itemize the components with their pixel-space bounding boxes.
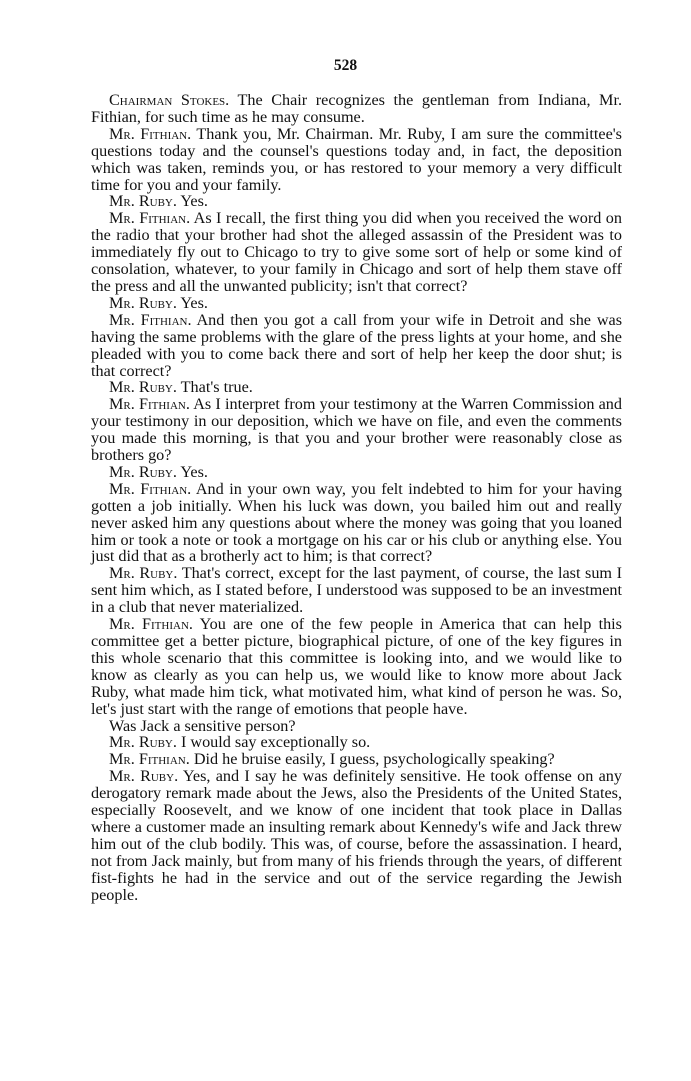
paragraph <box>91 565 622 616</box>
page-number: 528 <box>333 57 358 74</box>
speaker-name: Mr. Ruby. <box>109 192 177 211</box>
speaker-name: Mr. Ruby. <box>109 462 177 481</box>
paragraph-text: Yes. <box>176 192 208 211</box>
paragraph <box>91 295 622 312</box>
paragraph <box>91 193 622 210</box>
paragraph-text: Thank you, Mr. Chairman. Mr. Ruby, I am sure the committee's questions today and the counsel's questions today and, in fact, the deposition which was taken, reminds you, or has restored to your memory a very difficult time for you and your family. <box>91 124 622 194</box>
paragraph-text: That's correct, except for the last payment, of course, the last sum I sent him which, as I stated before, I understood was supposed to be an investment in a club that never materialized. <box>91 564 622 617</box>
paragraph <box>91 92 622 126</box>
transcript-body <box>91 92 622 904</box>
speaker-name: Mr. Fithian. <box>109 479 192 498</box>
speaker-name: Mr. Ruby. <box>109 564 178 583</box>
paragraph <box>91 481 622 566</box>
paragraph <box>91 379 622 396</box>
speaker-name: Mr. Fithian. <box>109 310 192 329</box>
paragraph-text: And then you got a call from your wife in Detroit and she was having the same problems with the glare of the press lights at your home, and she pleaded with you to come back there and sort of help her keep the door shut; is that correct? <box>91 310 622 380</box>
paragraph-text: Yes, and I say he was definitely sensitive. He took offense on any derogatory remark made about the Jews, also the Presidents of the United States, especially Roosevelt, and we know of one incident that took place in Dallas where a customer made an insulting remark about Kennedy's wife and Jack threw him out of the club bodily. This was, of course, before the assassination. I heard, not from Jack mainly, but from many of his friends through the years, of different fist-fights he had in the service and out of the service regarding the Jewish people. <box>91 767 622 904</box>
paragraph <box>91 718 622 735</box>
paragraph <box>91 126 622 194</box>
paragraph-text: As I recall, the first thing you did when you received the word on the radio that your brother had shot the alleged assassin of the President was to immediately fly out to Chicago to try to give some sort of help or some kind of consolation, whatever, to your family in Chicago and sort of help them stave off the press and all the unwanted publicity; isn't that correct? <box>91 209 622 295</box>
speaker-name: Mr. Fithian. <box>109 750 190 769</box>
paragraph-text: And in your own way, you felt indebted to him for your having gotten a job initially. When his luck was down, you bailed him out and really never asked him any questions about where the money was going that you loaned him or took a note or took a mortgage on his car or his club or anything else. You just did that as a brotherly act to him; is that correct? <box>91 479 622 566</box>
paragraph-text: Yes. <box>176 293 208 312</box>
paragraph <box>91 210 622 295</box>
paragraph <box>91 464 622 481</box>
speaker-name: Mr. Fithian. <box>109 395 190 414</box>
paragraph-text: I would say exceptionally so. <box>176 733 371 752</box>
paragraph-text: Yes. <box>176 462 208 481</box>
paragraph <box>91 312 622 380</box>
paragraph-text: Did he bruise easily, I guess, psychologically speaking? <box>189 750 555 769</box>
paragraph-text: As I interpret from your testimony at the Warren Commission and your testimony in our deposition, which we have on file, and even the comments you made this morning, is that you and your brother were reasonably close as brothers go? <box>91 395 622 465</box>
paragraph-text: That's true. <box>176 378 253 397</box>
paragraph <box>91 616 622 717</box>
paragraph-text: Was Jack a sensitive person? <box>109 716 296 735</box>
paragraph <box>91 768 622 903</box>
paragraph-text: You are one of the few people in America that can help this committee get a better picture, biographical picture, of one of the key figures in this whole scenario that this committee is looking into, and we would like to know as clearly as you can help us, we would like to know more about Jack Ruby, what made him tick, what motivated him, what kind of person he was. So, let's just start with the range of emotions that people have. <box>91 615 622 718</box>
speaker-name: Mr. Ruby. <box>109 378 177 397</box>
paragraph-text: The Chair recognizes the gentleman from Indiana, Mr. Fithian, for such time as he may consume. <box>91 91 622 126</box>
speaker-name: Mr. Fithian. <box>109 209 191 228</box>
speaker-name: Mr. Ruby. <box>109 767 179 786</box>
speaker-name: Chairman Stokes. <box>109 91 230 109</box>
speaker-name: Mr. Ruby. <box>109 733 177 752</box>
speaker-name: Mr. Ruby. <box>109 293 177 312</box>
paragraph <box>91 751 622 768</box>
paragraph <box>91 734 622 751</box>
speaker-name: Mr. Fithian. <box>109 124 192 143</box>
speaker-name: Mr. Fithian. <box>109 615 193 634</box>
paragraph <box>91 396 622 464</box>
